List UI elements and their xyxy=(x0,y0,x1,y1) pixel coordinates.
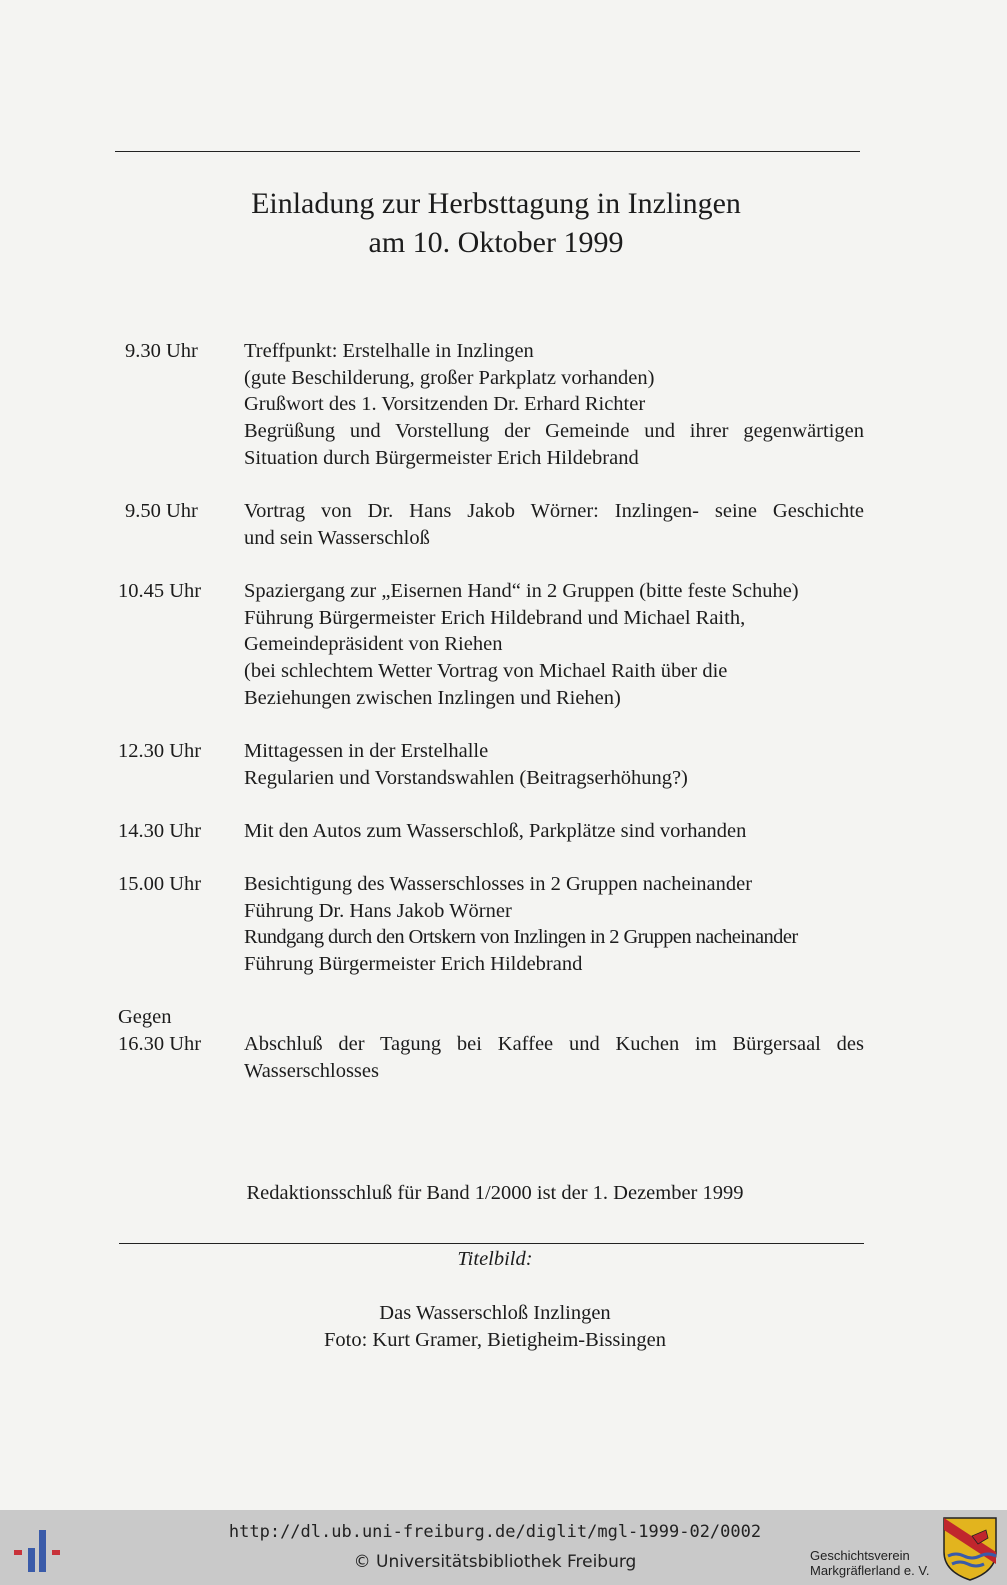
schedule-line: Führung Bürgermeister Erich Hildebrand xyxy=(244,953,583,976)
schedule-time: 9.30 Uhr xyxy=(125,340,198,362)
schedule-line: (gute Beschilderung, großer Parkplatz vorhanden) xyxy=(244,366,655,389)
copyright-notice: © Universitätsbibliothek Freiburg xyxy=(353,1552,637,1572)
schedule-time: 16.30 Uhr xyxy=(118,1033,202,1055)
permalink-url[interactable]: http://dl.ub.uni-freiburg.de/diglit/mgl-1999-02/0002 xyxy=(228,1522,762,1542)
schedule-time: 14.30 Uhr xyxy=(118,820,202,842)
schedule-line: Mit den Autos zum Wasserschloß, Parkplätze sind vorhanden xyxy=(244,820,747,842)
cover-heading: Titelbild: xyxy=(457,1248,533,1270)
schedule-time: 12.30 Uhr xyxy=(118,740,202,762)
page-subtitle-date: am 10. Oktober 1999 xyxy=(368,226,624,259)
schedule-line: Wasserschlosses xyxy=(244,1059,379,1082)
schedule-line: Führung Dr. Hans Jakob Wörner xyxy=(244,899,512,922)
schedule-line: Führung Bürgermeister Erich Hildebrand und Michael Raith, xyxy=(244,606,746,629)
schedule-description xyxy=(244,578,864,712)
schedule-description xyxy=(244,1031,864,1084)
schedule-description xyxy=(244,871,864,978)
society-name-line: Geschichtsverein xyxy=(810,1548,910,1563)
schedule-line: (bei schlechtem Wetter Vortrag von Michael Raith über die xyxy=(244,660,728,683)
schedule-line: Besichtigung des Wasserschlosses in 2 Gruppen nacheinander xyxy=(244,873,753,895)
bottom-rule xyxy=(119,1243,864,1244)
schedule-line: Begrüßung und Vorstellung der Gemeinde und ihrer gegenwärtigen xyxy=(244,420,864,443)
schedule-line: Spaziergang zur „Eisernen Hand“ in 2 Gruppen (bitte feste Schuhe) xyxy=(244,580,799,602)
schedule-line: Rundgang durch den Ortskern von Inzlingen in 2 Gruppen nacheinander xyxy=(244,926,798,949)
schedule-line: Regularien und Vorstandswahlen (Beitragserhöhung?) xyxy=(244,766,688,789)
society-name-line: Markgräflerland e. V. xyxy=(810,1563,930,1578)
schedule-description xyxy=(244,738,864,791)
schedule-description xyxy=(244,818,864,845)
schedule-line: Treffpunkt: Erstelhalle in Inzlingen xyxy=(244,340,534,362)
schedule-line: Gemeindepräsident von Riehen xyxy=(244,633,503,656)
schedule-line: Abschluß der Tagung bei Kaffee und Kuchen im Bürgersaal des xyxy=(244,1033,864,1055)
schedule-time: 15.00 Uhr xyxy=(118,873,202,895)
cover-photo-credit: Foto: Kurt Gramer, Bietigheim-Bissingen xyxy=(324,1329,666,1351)
schedule-description xyxy=(244,338,864,472)
schedule-line: Grußwort des 1. Vorsitzenden Dr. Erhard Richter xyxy=(244,393,646,416)
library-footer xyxy=(0,1510,1007,1585)
schedule-line: Situation durch Bürgermeister Erich Hildebrand xyxy=(244,446,639,469)
editorial-deadline: Redaktionsschluß für Band 1/2000 ist der 1. Dezember 1999 xyxy=(246,1182,744,1204)
top-rule xyxy=(115,151,860,152)
schedule-line: Vortrag von Dr. Hans Jakob Wörner: Inzlingen- seine Geschichte xyxy=(244,500,864,522)
schedule-time-prefix: Gegen xyxy=(118,1006,172,1028)
page-title: Einladung zur Herbsttagung in Inzlingen xyxy=(251,187,741,220)
society-name xyxy=(810,1548,929,1578)
schedule-line: Beziehungen zwischen Inzlingen und Riehen) xyxy=(244,686,621,709)
schedule-line: Mittagessen in der Erstelhalle xyxy=(244,740,489,762)
coat-of-arms-icon xyxy=(942,1516,998,1582)
schedule-line: und sein Wasserschloß xyxy=(244,526,430,549)
schedule-time: 9.50 Uhr xyxy=(125,500,198,522)
schedule-description xyxy=(244,498,864,551)
cover-caption-title: Das Wasserschloß Inzlingen xyxy=(379,1302,611,1324)
schedule-time: 10.45 Uhr xyxy=(118,580,202,602)
